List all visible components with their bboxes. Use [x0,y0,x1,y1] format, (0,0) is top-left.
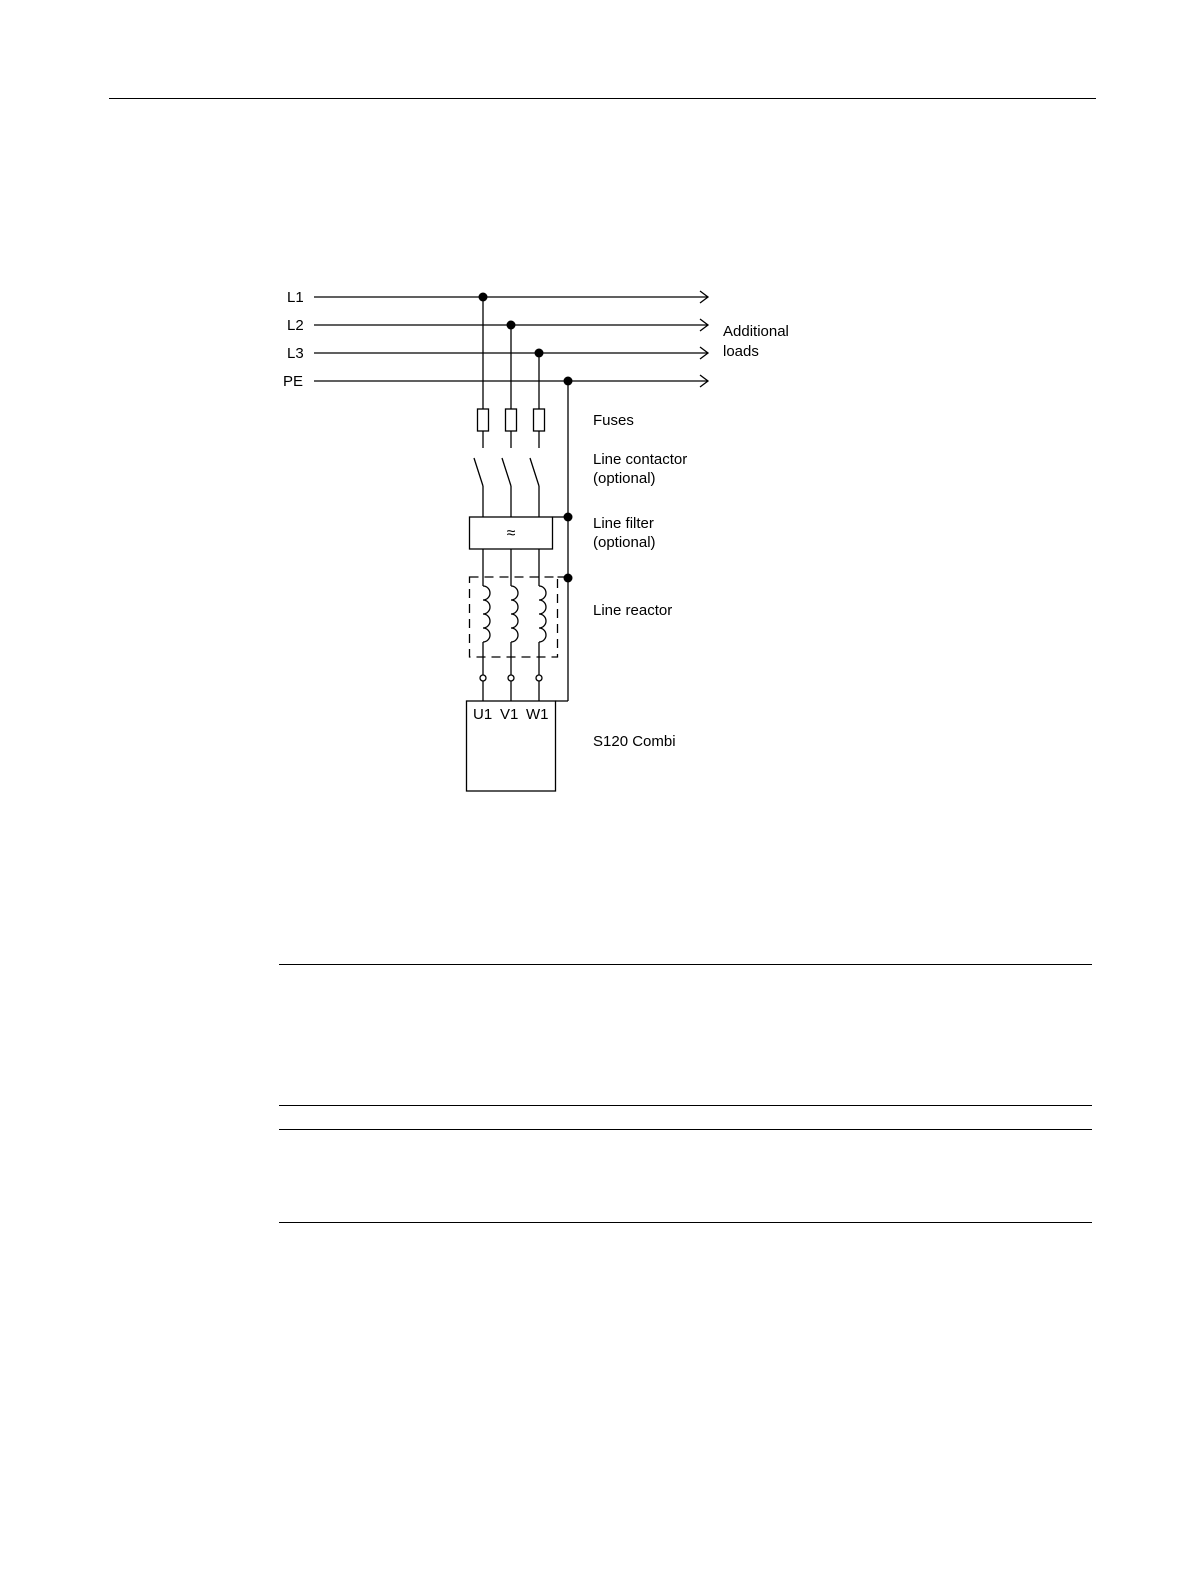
contactor-blade-l3 [530,458,539,486]
contactor-blade-l2 [502,458,511,486]
terminal-w1-label: W1 [526,706,549,723]
terminal-u1-label: U1 [473,706,493,723]
terminal-v1-point [508,675,514,681]
label-additional-loads-line2: loads [723,343,759,360]
pe-filter-junction [564,513,573,522]
coil-l3 [539,586,546,642]
contactor-blade-l1 [474,458,483,486]
label-l1: L1 [287,289,304,306]
label-line-contactor-line2: (optional) [593,470,656,487]
fuse-l3 [534,409,545,431]
terminal-w1-point [536,675,542,681]
label-line-filter-line1: Line filter [593,515,654,532]
label-line-reactor: Line reactor [593,602,673,619]
label-additional-loads-line1: Additional [723,323,789,340]
fuse-l1 [478,409,489,431]
l2-junction [507,321,516,330]
filter-symbol: ≈ [506,525,516,542]
label-line-filter-line2: (optional) [593,534,656,551]
label-fuses: Fuses [593,412,634,429]
label-line-contactor-line1: Line contactor [593,451,688,468]
terminal-v1-label: V1 [500,706,519,723]
label-pe: PE [283,373,304,390]
l1-junction [479,293,488,302]
coil-l1 [483,586,490,642]
pe-reactor-junction [564,574,573,583]
fuse-l2 [506,409,517,431]
coil-l2 [511,586,518,642]
terminal-u1-point [480,675,486,681]
l3-junction [535,349,544,358]
pe-junction [564,377,573,386]
label-s120-combi: S120 Combi [593,733,676,750]
label-l3: L3 [287,345,304,362]
label-l2: L2 [287,317,304,334]
